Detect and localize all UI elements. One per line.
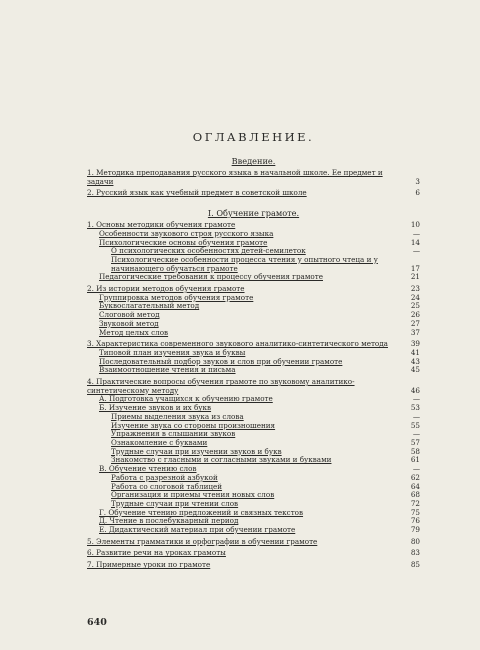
toc-entry-text: О психологических особенностях детей-семилеток [111, 246, 306, 256]
toc-entry-text: Метод целых слов [99, 327, 169, 337]
toc-entry-page: 76 [410, 516, 420, 526]
toc-title: ОГЛАВЛЕНИЕ. [192, 130, 315, 144]
toc-entry-page: 17 [410, 263, 420, 273]
toc-entry-page: 39 [410, 339, 420, 349]
toc-entry-page: 3 [415, 176, 420, 186]
toc-entry-text: Взаимоотношение чтения и письма [99, 365, 236, 375]
toc-entry-page: 21 [410, 272, 420, 282]
toc-entry-text: Трудные случаи при чтении слов [111, 498, 239, 508]
toc-entry-text: Б. Изучение звуков и их букв [99, 403, 212, 413]
toc-entry [87, 561, 420, 570]
toc-entry-text: Педагогические требования к процессу обучения грамоте [99, 272, 323, 282]
toc-entry-page: 72 [410, 498, 420, 508]
toc-entry-text: Слоговой метод [99, 310, 160, 320]
toc-entry-text: А. Подготовка учащихся к обучению грамоте [99, 394, 273, 404]
toc-entry [87, 538, 420, 547]
toc-entry-text: 7. Примерные уроки по грамоте [87, 560, 211, 570]
toc-entry-page: 23 [410, 284, 420, 294]
toc-entry [87, 366, 420, 375]
toc-entry-page: — [412, 246, 420, 256]
toc-entry-text: Психологические основы обучения грамоте [99, 237, 268, 247]
toc-entry-page: 55 [410, 420, 420, 430]
toc-entry-page: — [412, 429, 420, 439]
toc-entry-page: 6 [415, 188, 420, 198]
toc-entry-page: 85 [410, 560, 420, 570]
toc-entry-text: Г. Обучение чтению предложений и связных текстов [99, 507, 304, 517]
toc-entry-text: Ознакомление с буквами [111, 437, 208, 447]
toc-entry-page: 25 [410, 301, 420, 311]
toc-entry-text: Упражнения в слышании звуков [111, 429, 236, 439]
page-number: 640 [87, 617, 107, 628]
toc-entry-text: Изучение звука со стороны произношения [111, 420, 276, 430]
table-of-contents [87, 130, 420, 570]
toc-entry-text: Последовательный подбор звуков и слов при обучении грамоте [99, 356, 343, 366]
toc-entry-text: 2. Русский язык как учебный предмет в советской школе [87, 188, 307, 198]
intro-heading: Введение. [231, 156, 276, 166]
toc-entry-page: 83 [410, 548, 420, 558]
toc-entry-page: 68 [410, 490, 420, 500]
toc-entry-text: Работа с разрезной азбукой [111, 472, 218, 482]
toc-entry-page: 62 [410, 472, 420, 482]
toc-entry-page: 24 [410, 292, 420, 302]
toc-entry [87, 549, 420, 558]
toc-entry-page: — [412, 464, 420, 474]
toc-entry-text: Приемы выделения звука из слова [111, 411, 244, 421]
toc-entry [87, 189, 420, 198]
toc-entry-text: 6. Развитие речи на уроках грамоты [87, 548, 226, 558]
toc-entry-page: 79 [410, 525, 420, 535]
toc-entry-text: В. Обучение чтению слов [99, 464, 197, 474]
toc-entry-text: Звуковой метод [99, 318, 159, 328]
toc-entry-page: — [412, 228, 420, 238]
toc-entry-page: 58 [410, 446, 420, 456]
toc-entry-text: Психологические особенности процесса чтения у опытного чтеца и у начинающего обучаться грамоте [111, 254, 378, 273]
toc-entry [87, 169, 420, 186]
part1-entries [87, 221, 420, 570]
toc-entry-page: 46 [410, 385, 420, 395]
toc-entry-page: — [412, 394, 420, 404]
toc-entry-page: — [412, 411, 420, 421]
toc-entry-text: 4. Практические вопросы обучения грамоте по звуковому аналитико-синтетическому методу [87, 377, 355, 395]
toc-entry-text: Особенности звукового строя русского языка [99, 228, 274, 238]
toc-entry-page: 41 [410, 347, 420, 357]
toc-entry-text: Группировка методов обучения грамоте [99, 292, 254, 302]
toc-entry-text: Д. Чтение в послебукварный период [99, 516, 239, 526]
toc-entry [87, 378, 420, 395]
toc-entry-text: Типовой план изучения звука и буквы [99, 347, 246, 357]
toc-entry-text: 3. Характеристика современного звукового аналитико-синтетического метода [87, 339, 388, 349]
toc-entry-page: 37 [410, 327, 420, 337]
toc-entry-text: Трудные случаи при изучении звуков и букв [111, 446, 282, 456]
toc-entry-page: 26 [410, 310, 420, 320]
part1-heading: I. Обучение грамоте. [207, 208, 300, 219]
toc-entry [87, 526, 420, 535]
toc-entry-page: 57 [410, 437, 420, 447]
toc-entry-page: 75 [410, 507, 420, 517]
toc-entry-text: 2. Из истории методов обучения грамоте [87, 284, 245, 294]
toc-entry-page: 53 [410, 403, 420, 413]
toc-entry-text: 1. Методика преподавания русского языка в начальной школе. Ее предмет и задачи [87, 168, 383, 186]
toc-entry-page: 61 [410, 455, 420, 465]
toc-entry-page: 64 [410, 481, 420, 491]
toc-entry-page: 80 [410, 536, 420, 546]
toc-entry-page: 14 [410, 237, 420, 247]
toc-entry [87, 256, 420, 273]
toc-entry-page: 10 [410, 220, 420, 230]
toc-entry-page: 43 [410, 356, 420, 366]
toc-entry-text: Работа со слоговой таблицей [111, 481, 223, 491]
toc-entry [87, 273, 420, 282]
toc-entry-text: Е. Дидактический материал при обучении грамоте [99, 525, 296, 535]
toc-entry-text: Организация и приемы чтения новых слов [111, 490, 275, 500]
toc-entry-page: 27 [410, 318, 420, 328]
toc-entry-text: 5. Элементы грамматики и орфографии в обучении грамоте [87, 536, 318, 546]
toc-entry-page: 45 [410, 365, 420, 375]
toc-entry-text: Знакомство с гласными и согласными звуками и буквами [111, 455, 332, 465]
toc-entry-text: 1. Основы методики обучения грамоте [87, 220, 236, 230]
toc-entry-text: Буквослагательный метод [99, 301, 200, 311]
toc-entry [87, 329, 420, 338]
intro-entries [87, 169, 420, 198]
